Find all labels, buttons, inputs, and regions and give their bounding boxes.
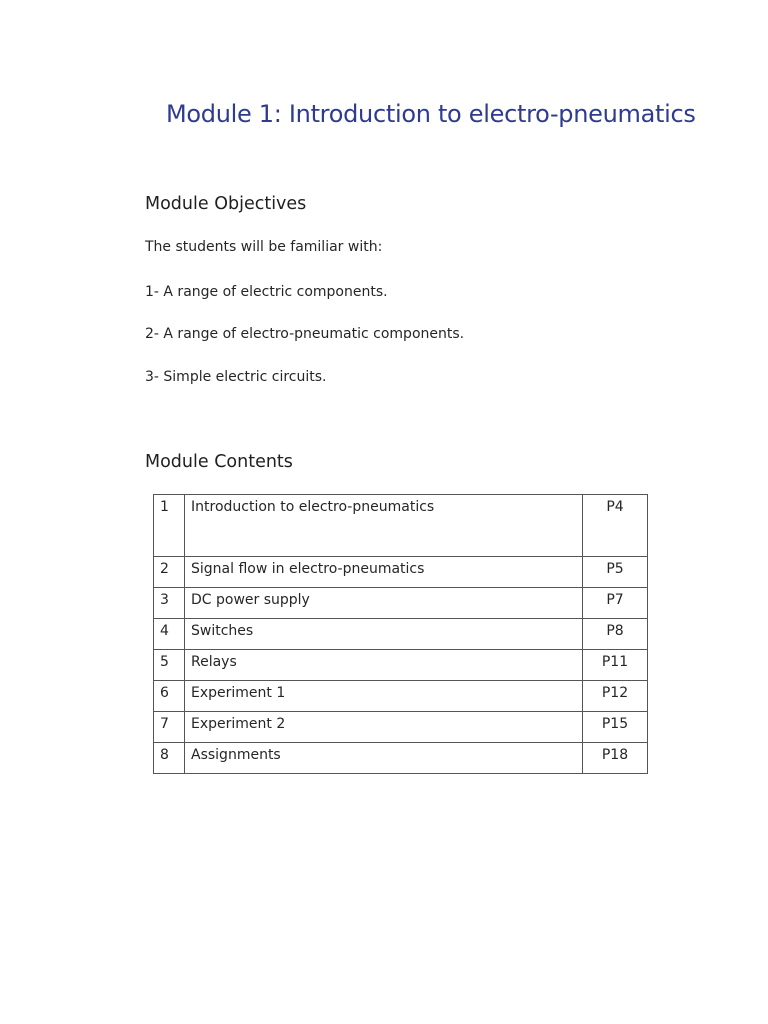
row-number: 2 bbox=[154, 557, 185, 588]
row-number: 7 bbox=[154, 712, 185, 743]
row-page: P15 bbox=[583, 712, 648, 743]
row-number: 1 bbox=[154, 495, 185, 557]
row-title: Relays bbox=[185, 650, 583, 681]
row-title: Experiment 2 bbox=[185, 712, 583, 743]
row-page: P7 bbox=[583, 588, 648, 619]
row-page: P4 bbox=[583, 495, 648, 557]
objective-item-1: 1- A range of electric components. bbox=[145, 284, 388, 300]
row-page: P11 bbox=[583, 650, 648, 681]
table-row bbox=[154, 743, 648, 774]
row-number: 4 bbox=[154, 619, 185, 650]
row-number: 6 bbox=[154, 681, 185, 712]
row-page: P8 bbox=[583, 619, 648, 650]
page-title: Module 1: Introduction to electro-pneumatics bbox=[166, 100, 696, 128]
row-title: Switches bbox=[185, 619, 583, 650]
row-title: Experiment 1 bbox=[185, 681, 583, 712]
row-title: Assignments bbox=[185, 743, 583, 774]
table-row bbox=[154, 712, 648, 743]
row-page: P5 bbox=[583, 557, 648, 588]
row-title: DC power supply bbox=[185, 588, 583, 619]
objective-item-3: 3- Simple electric circuits. bbox=[145, 369, 327, 385]
table-row bbox=[154, 557, 648, 588]
row-page: P18 bbox=[583, 743, 648, 774]
table-row bbox=[154, 588, 648, 619]
objectives-heading: Module Objectives bbox=[145, 194, 307, 214]
table-row bbox=[154, 650, 648, 681]
row-page: P12 bbox=[583, 681, 648, 712]
objective-item-2: 2- A range of electro-pneumatic components. bbox=[145, 326, 465, 342]
table-row bbox=[154, 619, 648, 650]
row-number: 8 bbox=[154, 743, 185, 774]
row-title: Signal flow in electro-pneumatics bbox=[185, 557, 583, 588]
contents-heading: Module Contents bbox=[145, 452, 293, 472]
table-row bbox=[154, 681, 648, 712]
row-title: Introduction to electro-pneumatics bbox=[185, 495, 583, 557]
row-number: 5 bbox=[154, 650, 185, 681]
row-number: 3 bbox=[154, 588, 185, 619]
contents-table bbox=[153, 494, 648, 774]
objectives-intro: The students will be familiar with: bbox=[145, 239, 383, 255]
table-row bbox=[154, 495, 648, 557]
